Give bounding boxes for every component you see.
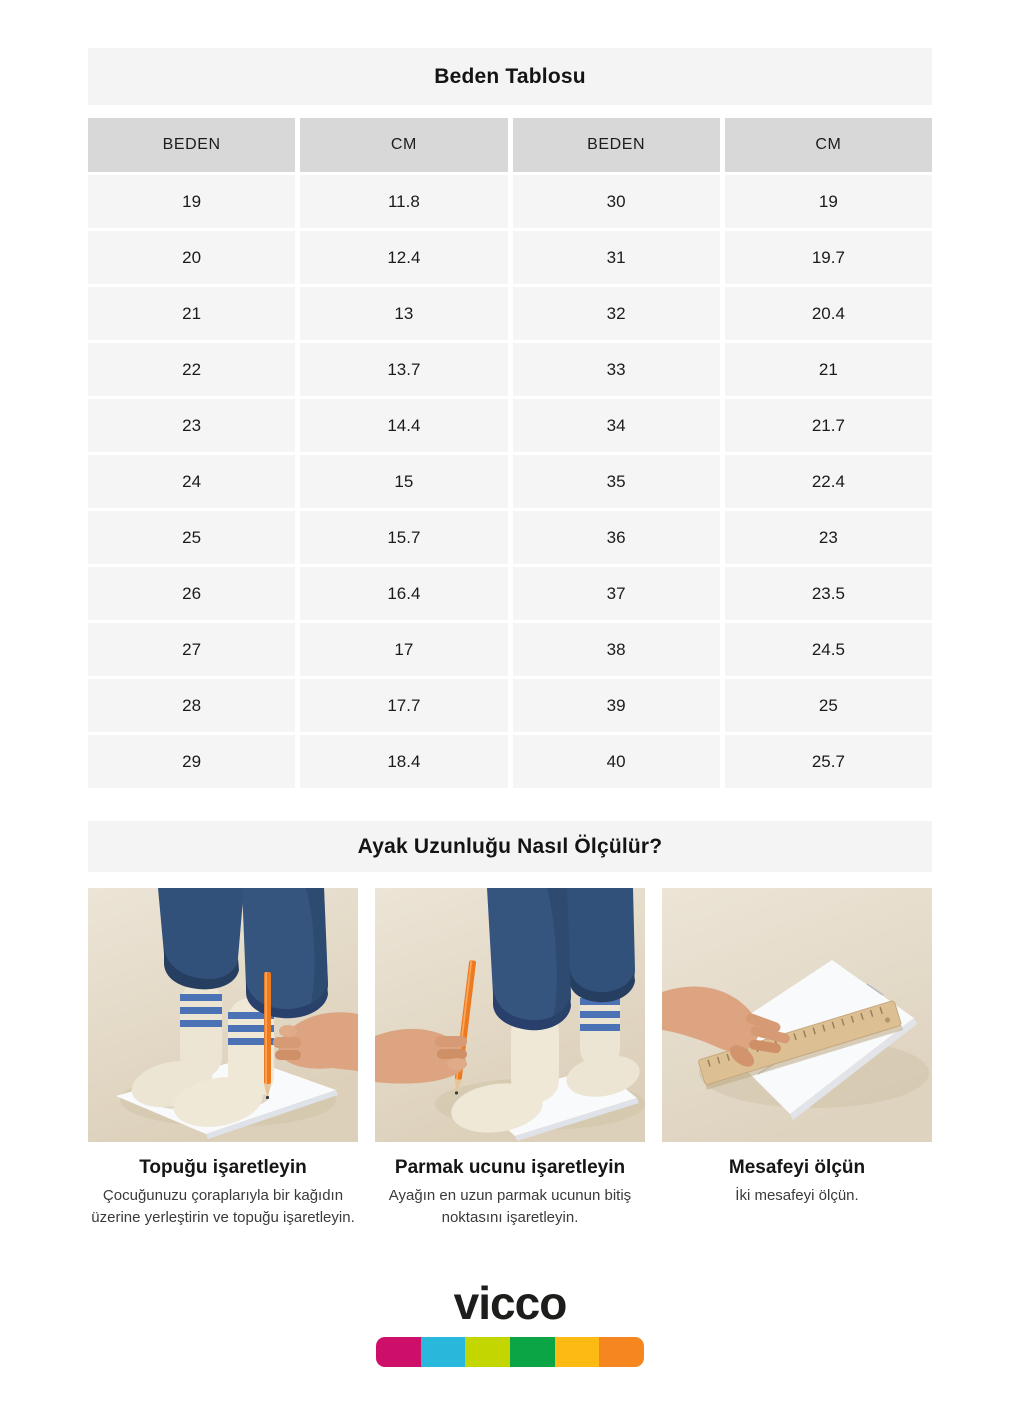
table-cell: 18.4 (300, 735, 507, 788)
measure-steps (88, 888, 932, 1229)
vicco-logo: vicco (453, 1277, 567, 1329)
table-cell: 21.7 (725, 399, 932, 452)
step-mark-toe (375, 888, 645, 1229)
table-cell: 28 (88, 679, 295, 732)
step-mark-heel (88, 888, 358, 1229)
table-cell: 22 (88, 343, 295, 396)
step-heading: Mesafeyi ölçün (728, 1157, 866, 1178)
table-cell: 13 (300, 287, 507, 340)
table-cell: 27 (88, 623, 295, 676)
ruler-measuring-photo (662, 888, 932, 1142)
table-cell: 15 (300, 455, 507, 508)
step-measure-distance (662, 888, 932, 1229)
table-row (88, 567, 932, 620)
column-header-cm-right: CM (725, 118, 932, 172)
column-header-beden-left: BEDEN (88, 118, 295, 172)
step-description: İki mesafeyi ölçün. (735, 1187, 859, 1204)
table-cell: 13.7 (300, 343, 507, 396)
size-guide-page (88, 48, 932, 1367)
table-cell: 25 (88, 511, 295, 564)
table-cell: 19.7 (725, 231, 932, 284)
step-description: Çocuğunuzu çoraplarıyla bir kağıdın üzerine yerleştirin ve topuğu işaretleyin. (91, 1187, 355, 1226)
table-cell: 29 (88, 735, 295, 788)
table-row (88, 399, 932, 452)
table-cell: 20 (88, 231, 295, 284)
table-cell: 23.5 (725, 567, 932, 620)
table-cell: 23 (88, 399, 295, 452)
measure-section-banner (88, 821, 932, 872)
table-cell: 37 (513, 567, 720, 620)
table-cell: 21 (725, 343, 932, 396)
table-cell: 31 (513, 231, 720, 284)
table-cell: 23 (725, 511, 932, 564)
table-cell: 21 (88, 287, 295, 340)
table-cell: 19 (725, 175, 932, 228)
table-row (88, 343, 932, 396)
table-cell: 33 (513, 343, 720, 396)
brand-color-segment (376, 1337, 421, 1367)
table-cell: 19 (88, 175, 295, 228)
table-cell: 34 (513, 399, 720, 452)
column-header-beden-right: BEDEN (513, 118, 720, 172)
table-cell: 16.4 (300, 567, 507, 620)
table-row (88, 511, 932, 564)
table-cell: 30 (513, 175, 720, 228)
size-table (88, 118, 932, 788)
measure-section-title: Ayak Uzunluğu Nasıl Ölçülür? (357, 834, 663, 858)
table-row (88, 287, 932, 340)
column-header-cm-left: CM (300, 118, 507, 172)
table-cell: 11.8 (300, 175, 507, 228)
table-row (88, 735, 932, 788)
table-cell: 40 (513, 735, 720, 788)
table-cell: 20.4 (725, 287, 932, 340)
brand-color-bar (376, 1337, 644, 1367)
table-cell: 35 (513, 455, 720, 508)
step-heading: Parmak ucunu işaretleyin (394, 1157, 626, 1178)
table-cell: 36 (513, 511, 720, 564)
table-cell: 25.7 (725, 735, 932, 788)
table-cell: 38 (513, 623, 720, 676)
table-cell: 15.7 (300, 511, 507, 564)
step-description: Ayağın en uzun parmak ucunun bitiş noktasını işaretleyin. (388, 1187, 632, 1226)
table-cell: 17.7 (300, 679, 507, 732)
table-cell: 26 (88, 567, 295, 620)
brand-color-segment (599, 1337, 644, 1367)
table-cell: 25 (725, 679, 932, 732)
size-table-title-banner (88, 48, 932, 105)
table-row (88, 679, 932, 732)
table-cell: 24 (88, 455, 295, 508)
table-row (88, 231, 932, 284)
size-table-title: Beden Tablosu (434, 64, 586, 88)
table-row (88, 455, 932, 508)
table-cell: 39 (513, 679, 720, 732)
brand-color-segment (510, 1337, 555, 1367)
table-cell: 14.4 (300, 399, 507, 452)
table-cell: 22.4 (725, 455, 932, 508)
table-row (88, 175, 932, 228)
table-cell: 17 (300, 623, 507, 676)
table-cell: 12.4 (300, 231, 507, 284)
table-cell: 32 (513, 287, 720, 340)
brand-color-segment (555, 1337, 600, 1367)
table-header-row (88, 118, 932, 172)
brand-color-segment (465, 1337, 510, 1367)
brand-color-segment (421, 1337, 466, 1367)
step-heading: Topuğu işaretleyin (139, 1157, 307, 1178)
table-cell: 24.5 (725, 623, 932, 676)
heel-marking-photo (88, 888, 358, 1142)
toe-marking-photo (375, 888, 645, 1142)
table-row (88, 623, 932, 676)
